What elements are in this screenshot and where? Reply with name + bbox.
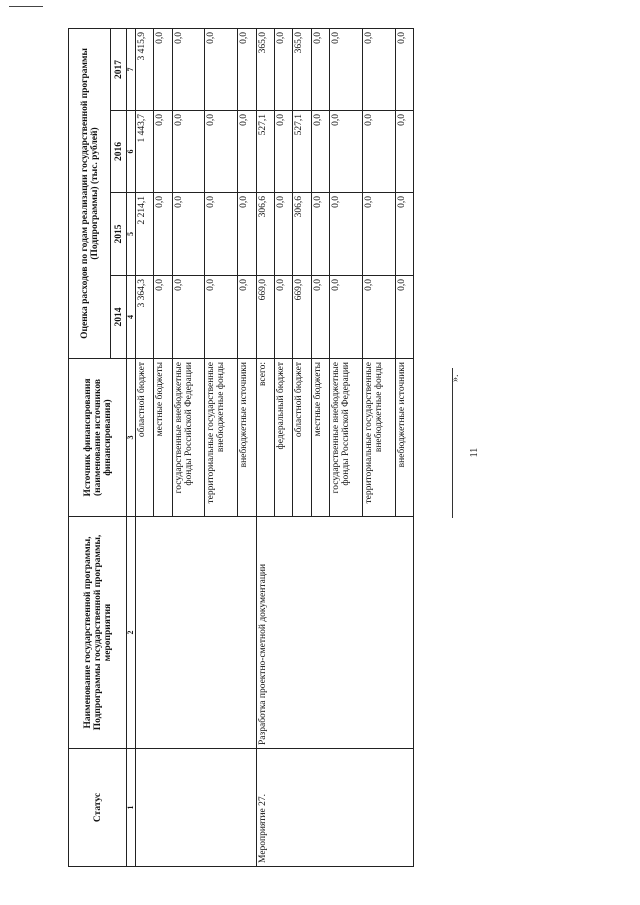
value-cell: 365,0 — [293, 29, 311, 111]
value-cell: 669,0 — [293, 276, 311, 359]
table-row — [136, 29, 154, 867]
value-cell: 0,0 — [362, 111, 395, 193]
value-cell: 0,0 — [238, 193, 256, 276]
status-cell: Мероприятие 27. — [256, 749, 413, 867]
value-cell: 0,0 — [395, 29, 414, 111]
header-status: Статус — [69, 749, 127, 867]
value-cell: 0,0 — [205, 29, 238, 111]
margin-mark — [9, 6, 43, 7]
column-number: 2 — [127, 517, 136, 749]
header-name: Наименование государственной программы, Подпрограммы государственной программы, мероприятия — [69, 517, 127, 749]
value-cell: 0,0 — [238, 111, 256, 193]
status-cell-empty — [136, 749, 257, 867]
value-cell: 0,0 — [172, 276, 205, 359]
value-cell: 2 214,1 — [136, 193, 154, 276]
header-estimate: Оценка расходов по годам реализации государственной программы (Подпрограммы) (тыс. рублей) — [69, 29, 111, 359]
rotated-table-container — [68, 29, 414, 867]
value-cell: 0,0 — [395, 111, 414, 193]
value-cell: 0,0 — [238, 276, 256, 359]
value-cell: 0,0 — [362, 29, 395, 111]
value-cell: 0,0 — [311, 111, 329, 193]
source-cell: областной бюджет — [293, 359, 311, 517]
source-cell: местные бюджеты — [311, 359, 329, 517]
value-cell: 0,0 — [172, 29, 205, 111]
header-year: 2017 — [111, 29, 127, 111]
column-number: 3 — [127, 359, 136, 517]
closing-mark: ». — [450, 374, 461, 382]
source-cell: местные бюджеты — [154, 359, 172, 517]
source-cell: территориальные государственные внебюджетные фонды — [362, 359, 395, 517]
value-cell: 0,0 — [330, 29, 363, 111]
value-cell: 0,0 — [311, 193, 329, 276]
value-cell: 527,1 — [256, 111, 274, 193]
value-cell: 306,6 — [256, 193, 274, 276]
value-cell: 0,0 — [395, 193, 414, 276]
value-cell: 0,0 — [362, 193, 395, 276]
value-cell: 0,0 — [274, 111, 292, 193]
source-cell: внебюджетные источники — [395, 359, 414, 517]
value-cell: 0,0 — [172, 193, 205, 276]
header-year: 2015 — [111, 193, 127, 276]
value-cell: 0,0 — [311, 276, 329, 359]
column-number: 1 — [127, 749, 136, 867]
budget-table — [68, 28, 414, 867]
value-cell: 0,0 — [362, 276, 395, 359]
value-cell: 0,0 — [274, 29, 292, 111]
value-cell: 365,0 — [256, 29, 274, 111]
value-cell: 306,6 — [293, 193, 311, 276]
source-cell: внебюджетные источники — [238, 359, 256, 517]
value-cell: 1 443,7 — [136, 111, 154, 193]
value-cell: 0,0 — [311, 29, 329, 111]
header-source: Источник финансирования (наименование источников финансирования) — [69, 359, 127, 517]
column-number: 4 — [127, 276, 136, 359]
source-cell: государственные внебюджетные фонды Российской Федерации — [330, 359, 363, 517]
source-cell: территориальные государственные внебюджетные фонды — [205, 359, 238, 517]
value-cell: 0,0 — [238, 29, 256, 111]
source-cell: государственные внебюджетные фонды Российской Федерации — [172, 359, 205, 517]
value-cell: 0,0 — [205, 193, 238, 276]
value-cell: 0,0 — [330, 111, 363, 193]
page-number: 11 — [469, 447, 480, 458]
value-cell: 0,0 — [330, 193, 363, 276]
source-cell: федеральный бюджет — [274, 359, 292, 517]
header-year: 2014 — [111, 276, 127, 359]
value-cell: 0,0 — [154, 276, 172, 359]
value-cell: 0,0 — [330, 276, 363, 359]
value-cell: 0,0 — [274, 193, 292, 276]
header-year: 2016 — [111, 111, 127, 193]
footer-divider — [452, 368, 453, 518]
column-number: 5 — [127, 193, 136, 276]
value-cell: 3 364,3 — [136, 276, 154, 359]
source-cell: всего: — [256, 359, 274, 517]
column-number: 7 — [127, 29, 136, 111]
measure-name-cell: Разработка проектно-сметной документации — [256, 517, 413, 749]
value-cell: 527,1 — [293, 111, 311, 193]
value-cell: 0,0 — [154, 193, 172, 276]
value-cell: 0,0 — [205, 111, 238, 193]
value-cell: 0,0 — [172, 111, 205, 193]
source-cell: областной бюджет — [136, 359, 154, 517]
value-cell: 0,0 — [154, 111, 172, 193]
value-cell: 3 415,9 — [136, 29, 154, 111]
column-number: 6 — [127, 111, 136, 193]
table-row — [256, 29, 274, 867]
value-cell: 0,0 — [154, 29, 172, 111]
name-cell-empty — [136, 517, 257, 749]
value-cell: 0,0 — [395, 276, 414, 359]
value-cell: 0,0 — [274, 276, 292, 359]
value-cell: 0,0 — [205, 276, 238, 359]
value-cell: 669,0 — [256, 276, 274, 359]
